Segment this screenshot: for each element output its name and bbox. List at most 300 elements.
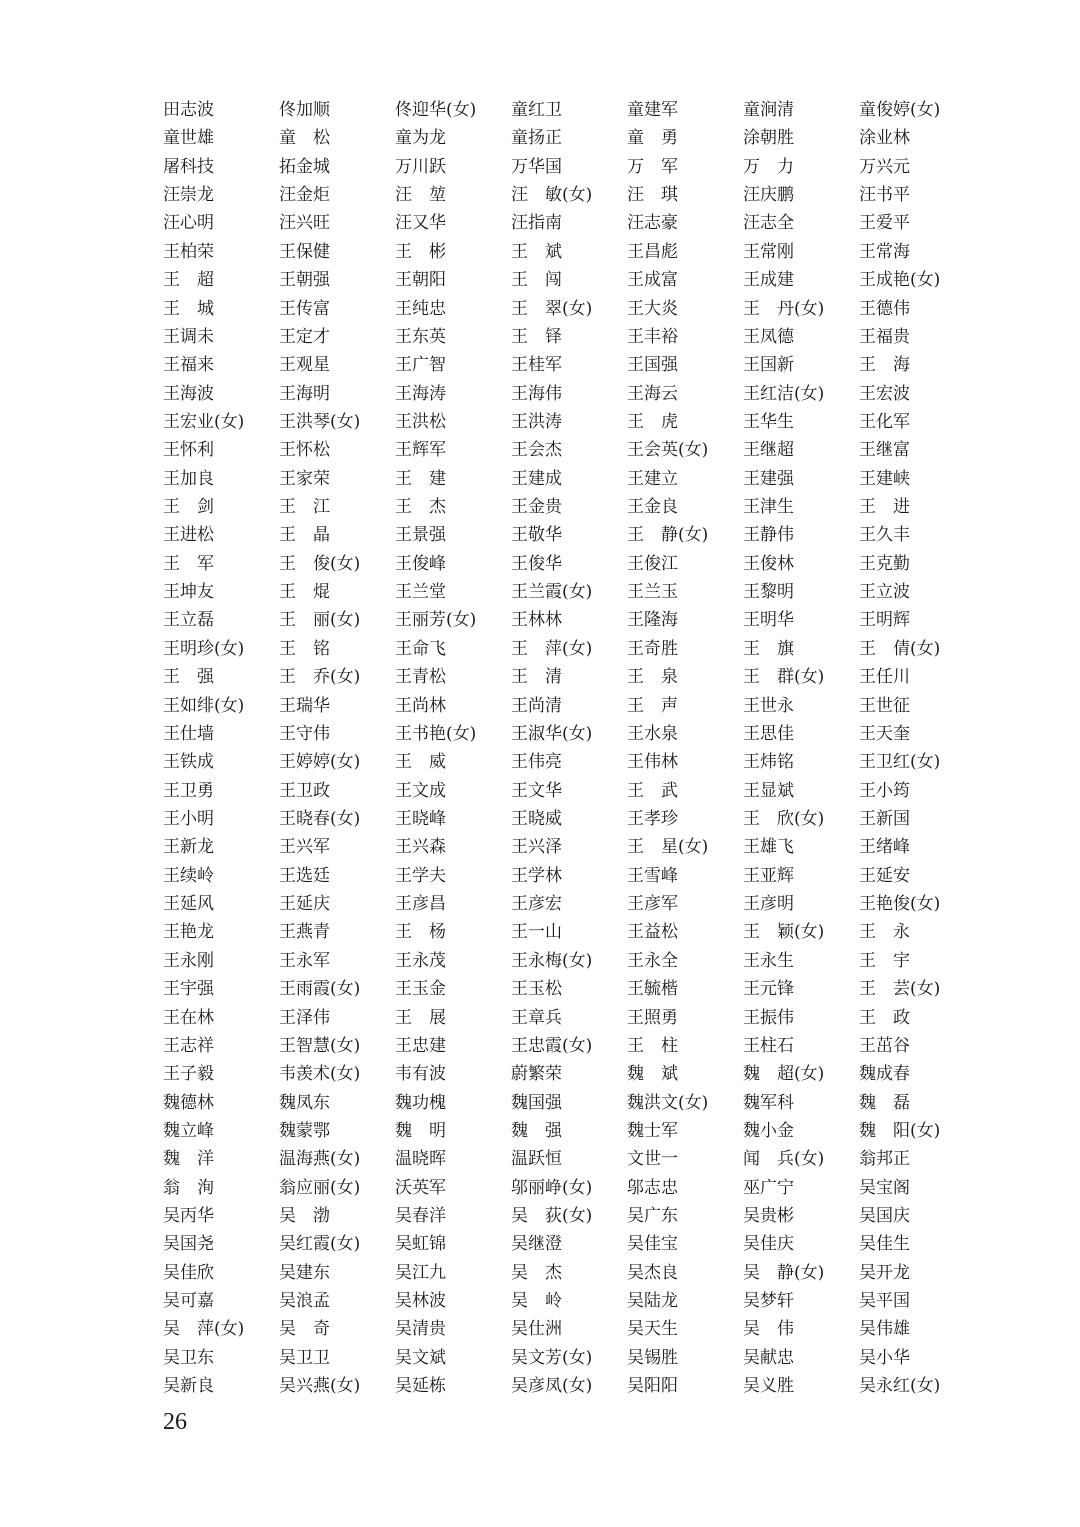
name-entry: 魏成春	[859, 1064, 910, 1085]
name-entry: 翁 洵	[163, 1177, 214, 1198]
name-entry: 王 旗	[743, 638, 794, 659]
name-entry: 王兴森	[395, 837, 446, 858]
name-entry: 吴文斌	[395, 1347, 446, 1368]
name-entry: 王丽芳(女)	[395, 610, 477, 631]
name-entry: 巫广宁	[743, 1177, 794, 1198]
name-entry: 吴彦凤(女)	[511, 1376, 593, 1397]
name-entry: 王明珍(女)	[163, 638, 245, 659]
name-entry: 汪兴旺	[279, 213, 330, 234]
name-entry: 王世征	[859, 695, 910, 716]
name-entry: 吴义胜	[743, 1376, 794, 1397]
name-entry: 童涧清	[743, 100, 794, 120]
name-entry: 魏凤东	[279, 1092, 330, 1113]
name-entry: 王在林	[163, 1007, 214, 1028]
name-entry: 王延风	[163, 894, 214, 915]
name-entry: 王艳俊(女)	[859, 894, 941, 915]
name-entry: 王调未	[163, 326, 214, 347]
name-entry: 王 政	[859, 1007, 910, 1028]
name-entry: 魏洪文(女)	[627, 1092, 709, 1113]
name-entry: 王晓威	[511, 808, 562, 829]
name-entry: 万兴元	[859, 156, 910, 177]
name-entry: 王永梅(女)	[511, 950, 593, 971]
name-entry: 魏德林	[163, 1092, 214, 1113]
name-entry: 王福贵	[859, 326, 910, 347]
name-entry: 王成富	[627, 270, 678, 291]
name-entry: 王仕墙	[163, 723, 214, 744]
name-entry: 吴延栋	[395, 1376, 446, 1397]
name-entry: 王 杰	[395, 497, 446, 518]
name-entry: 吴林波	[395, 1291, 446, 1312]
name-entry: 王明华	[743, 610, 794, 631]
name-entry: 王德伟	[859, 298, 910, 319]
name-entry: 王任川	[859, 667, 910, 688]
name-entry: 童建军	[627, 100, 678, 120]
name-entry: 王传富	[279, 298, 330, 319]
name-entry: 韦有波	[395, 1064, 446, 1085]
name-entry: 汪指南	[511, 213, 562, 234]
name-entry: 温跃恒	[511, 1149, 562, 1170]
name-entry: 王 宇	[859, 950, 910, 971]
name-entry: 吴卫卫	[279, 1347, 330, 1368]
name-entry: 王天奎	[859, 723, 910, 744]
name-entry: 闻 兵(女)	[743, 1149, 825, 1170]
name-entry: 王 强	[163, 667, 214, 688]
name-entry: 王永全	[627, 950, 678, 971]
name-entry: 王世永	[743, 695, 794, 716]
name-entry: 王卫红(女)	[859, 752, 941, 773]
name-entry: 王 威	[395, 752, 446, 773]
name-entry: 王立波	[859, 582, 910, 603]
name-entry: 王思佳	[743, 723, 794, 744]
name-entry: 王续岭	[163, 865, 214, 886]
name-entry: 魏 超(女)	[743, 1064, 825, 1085]
name-entry: 吴清贵	[395, 1319, 446, 1340]
name-entry: 邬志忠	[627, 1177, 678, 1198]
name-entry: 沃英军	[395, 1177, 446, 1198]
name-entry: 王纯忠	[395, 298, 446, 319]
name-entry: 涂业林	[859, 128, 910, 149]
name-entry: 王 城	[163, 298, 214, 319]
name-entry: 田志波	[163, 100, 214, 120]
name-entry: 汪金炬	[279, 185, 330, 206]
name-entry: 王明辉	[859, 610, 910, 631]
name-entry: 王 群(女)	[743, 667, 825, 688]
name-entry: 王怀利	[163, 440, 214, 461]
name-entry: 汪 敏(女)	[511, 185, 593, 206]
name-entry: 王文华	[511, 780, 562, 801]
name-entry: 吴国尧	[163, 1234, 214, 1255]
name-entry: 王建峡	[859, 468, 910, 489]
name-entry: 吴平国	[859, 1291, 910, 1312]
name-entry: 王 虎	[627, 411, 678, 432]
name-entry: 童红卫	[511, 100, 562, 120]
name-entry: 王 泉	[627, 667, 678, 688]
name-entry: 王 静(女)	[627, 525, 709, 546]
name-entry: 王辉军	[395, 440, 446, 461]
name-entry: 王伟亮	[511, 752, 562, 773]
name-entry: 吴开龙	[859, 1262, 910, 1283]
name-entry: 王华生	[743, 411, 794, 432]
name-entry: 汪又华	[395, 213, 446, 234]
name-entry: 吴献忠	[743, 1347, 794, 1368]
name-entry: 吴新良	[163, 1376, 214, 1397]
name-entry: 吴 岭	[511, 1291, 562, 1312]
name-entry: 温海燕(女)	[279, 1149, 361, 1170]
name-entry: 王雪峰	[627, 865, 678, 886]
name-entry: 王 铎	[511, 326, 562, 347]
name-entry: 王 星(女)	[627, 837, 709, 858]
name-entry: 王永军	[279, 950, 330, 971]
name-entry: 王彦昌	[395, 894, 446, 915]
name-entry: 王 展	[395, 1007, 446, 1028]
name-entry: 王丰裕	[627, 326, 678, 347]
name-entry: 王宇强	[163, 979, 214, 1000]
name-entry: 王红洁(女)	[743, 383, 825, 404]
name-entry: 王茁谷	[859, 1035, 910, 1056]
name-entry: 王永刚	[163, 950, 214, 971]
name-entry: 吴虹锦	[395, 1234, 446, 1255]
name-entry: 王金良	[627, 497, 678, 518]
name-entry: 王卫政	[279, 780, 330, 801]
name-entry: 王淑华(女)	[511, 723, 593, 744]
name-entry: 王大炎	[627, 298, 678, 319]
name-entry: 王 军	[163, 553, 214, 574]
name-entry: 王 俊(女)	[279, 553, 361, 574]
name-entry: 王 乔(女)	[279, 667, 361, 688]
name-entry: 魏 阳(女)	[859, 1120, 941, 1141]
name-entry: 王 彬	[395, 241, 446, 262]
name-entry: 王 闯	[511, 270, 562, 291]
name-entry: 王瑞华	[279, 695, 330, 716]
name-entry: 王进松	[163, 525, 214, 546]
name-entry: 屠科技	[163, 156, 214, 177]
name-entry: 王艳龙	[163, 922, 214, 943]
name-entry: 吴永红(女)	[859, 1376, 941, 1397]
name-entry: 王选廷	[279, 865, 330, 886]
name-entry: 王奇胜	[627, 638, 678, 659]
name-entry: 吴陆龙	[627, 1291, 678, 1312]
name-entry: 王海明	[279, 383, 330, 404]
name-entry: 王益松	[627, 922, 678, 943]
name-entry: 吴 萍(女)	[163, 1319, 245, 1340]
name-entry: 王 丹(女)	[743, 298, 825, 319]
name-entry: 吴佳生	[859, 1234, 910, 1255]
name-entry: 王凤德	[743, 326, 794, 347]
name-entry: 王伟林	[627, 752, 678, 773]
name-entry: 王彦明	[743, 894, 794, 915]
name-entry: 王广智	[395, 355, 446, 376]
name-entry: 王海波	[163, 383, 214, 404]
name-entry: 王昌彪	[627, 241, 678, 262]
name-entry: 汪书平	[859, 185, 910, 206]
name-entry: 魏 强	[511, 1120, 562, 1141]
name-entry: 汪庆鹏	[743, 185, 794, 206]
name-entry: 王宏业(女)	[163, 411, 245, 432]
name-entry: 王新国	[859, 808, 910, 829]
name-entry: 王福来	[163, 355, 214, 376]
name-entry: 万 力	[743, 156, 794, 177]
name-entry: 王立磊	[163, 610, 214, 631]
name-entry: 魏军科	[743, 1092, 794, 1113]
name-entry: 吴建东	[279, 1262, 330, 1283]
name-entry: 王津生	[743, 497, 794, 518]
name-entry: 吴春洋	[395, 1206, 446, 1227]
name-entry: 魏立峰	[163, 1120, 214, 1141]
name-entry: 王雄飞	[743, 837, 794, 858]
name-entry: 王振伟	[743, 1007, 794, 1028]
name-entry: 王金贵	[511, 497, 562, 518]
name-entry: 王爱平	[859, 213, 910, 234]
name-entry: 佟加顺	[279, 100, 330, 120]
name-entry: 王洪松	[395, 411, 446, 432]
name-entry: 魏 洋	[163, 1149, 214, 1170]
name-entry: 王晓峰	[395, 808, 446, 829]
name-entry: 童 松	[279, 128, 330, 149]
name-entry: 王 翠(女)	[511, 298, 593, 319]
name-entry: 吴继澄	[511, 1234, 562, 1255]
name-entry: 王学夫	[395, 865, 446, 886]
name-entry: 王兴泽	[511, 837, 562, 858]
name-entry: 吴丙华	[163, 1206, 214, 1227]
name-entry: 王 倩(女)	[859, 638, 941, 659]
name-entry: 王 杨	[395, 922, 446, 943]
name-entry: 王朝强	[279, 270, 330, 291]
name-entry: 万川跃	[395, 156, 446, 177]
name-entry: 王新龙	[163, 837, 214, 858]
name-list	[163, 96, 983, 1401]
name-entry: 童扬正	[511, 128, 562, 149]
name-entry: 汪心明	[163, 213, 214, 234]
name-entry: 吴佳宝	[627, 1234, 678, 1255]
name-entry: 王柏荣	[163, 241, 214, 262]
name-entry: 王章兵	[511, 1007, 562, 1028]
name-entry: 王建成	[511, 468, 562, 489]
name-entry: 王照勇	[627, 1007, 678, 1028]
name-entry: 汪 琪	[627, 185, 678, 206]
name-entry: 王常海	[859, 241, 910, 262]
name-entry: 王兰霞(女)	[511, 582, 593, 603]
name-entry: 王学林	[511, 865, 562, 886]
name-entry: 王铁成	[163, 752, 214, 773]
name-entry: 王继超	[743, 440, 794, 461]
name-entry: 吴阳阳	[627, 1376, 678, 1397]
name-entry: 王 颖(女)	[743, 922, 825, 943]
name-entry: 王柱石	[743, 1035, 794, 1056]
name-entry: 吴杰良	[627, 1262, 678, 1283]
name-entry: 王永茂	[395, 950, 446, 971]
name-entry: 吴宝阁	[859, 1177, 910, 1198]
name-entry: 王俊江	[627, 553, 678, 574]
name-entry: 王林林	[511, 610, 562, 631]
name-entry: 王志祥	[163, 1035, 214, 1056]
name-entry: 王保健	[279, 241, 330, 262]
name-entry: 王显斌	[743, 780, 794, 801]
name-entry: 王建强	[743, 468, 794, 489]
name-entry: 王小筠	[859, 780, 910, 801]
name-entry: 王 芸(女)	[859, 979, 941, 1000]
name-entry: 王 武	[627, 780, 678, 801]
name-entry: 王东英	[395, 326, 446, 347]
name-entry: 吴佳庆	[743, 1234, 794, 1255]
name-entry: 吴浪孟	[279, 1291, 330, 1312]
name-entry: 王 焜	[279, 582, 330, 603]
name-entry: 王书艳(女)	[395, 723, 477, 744]
name-entry: 王 晶	[279, 525, 330, 546]
name-entry: 王景强	[395, 525, 446, 546]
name-entry: 王俊华	[511, 553, 562, 574]
name-entry: 王 清	[511, 667, 562, 688]
name-entry: 王怀松	[279, 440, 330, 461]
name-entry: 王泽伟	[279, 1007, 330, 1028]
name-entry: 吴文芳(女)	[511, 1347, 593, 1368]
name-entry: 王毓楷	[627, 979, 678, 1000]
name-entry: 王家荣	[279, 468, 330, 489]
name-entry: 王宏波	[859, 383, 910, 404]
name-entry: 拓金城	[279, 156, 330, 177]
name-entry: 王绪峰	[859, 837, 910, 858]
name-entry: 魏 磊	[859, 1092, 910, 1113]
name-entry: 吴广东	[627, 1206, 678, 1227]
name-entry: 王忠霞(女)	[511, 1035, 593, 1056]
name-entry: 王成艳(女)	[859, 270, 941, 291]
name-entry: 王 超	[163, 270, 214, 291]
name-entry: 王尚林	[395, 695, 446, 716]
name-entry: 王命飞	[395, 638, 446, 659]
name-entry: 王兰堂	[395, 582, 446, 603]
name-entry: 涂朝胜	[743, 128, 794, 149]
name-entry: 王智慧(女)	[279, 1035, 361, 1056]
name-entry: 吴可嘉	[163, 1291, 214, 1312]
name-entry: 蔚繁荣	[511, 1064, 562, 1085]
name-entry: 王 欣(女)	[743, 808, 825, 829]
name-entry: 王黎明	[743, 582, 794, 603]
name-entry: 王国强	[627, 355, 678, 376]
name-entry: 王卫勇	[163, 780, 214, 801]
name-entry: 王加良	[163, 468, 214, 489]
name-entry: 王久丰	[859, 525, 910, 546]
name-entry: 佟迎华(女)	[395, 100, 477, 120]
name-entry: 王俊林	[743, 553, 794, 574]
name-entry: 魏 明	[395, 1120, 446, 1141]
name-entry: 王克勤	[859, 553, 910, 574]
name-entry: 魏蒙鄂	[279, 1120, 330, 1141]
name-entry: 王 剑	[163, 497, 214, 518]
name-entry: 王 萍(女)	[511, 638, 593, 659]
name-entry: 王青松	[395, 667, 446, 688]
name-entry: 王海涛	[395, 383, 446, 404]
name-entry: 王一山	[511, 922, 562, 943]
name-entry: 吴红霞(女)	[279, 1234, 361, 1255]
name-entry: 王洪琴(女)	[279, 411, 361, 432]
name-entry: 王观星	[279, 355, 330, 376]
name-entry: 王忠建	[395, 1035, 446, 1056]
name-entry: 王 丽(女)	[279, 610, 361, 631]
name-entry: 万 军	[627, 156, 678, 177]
name-entry: 王敬华	[511, 525, 562, 546]
name-entry: 王 柱	[627, 1035, 678, 1056]
name-entry: 王静伟	[743, 525, 794, 546]
name-entry: 吴佳欣	[163, 1262, 214, 1283]
name-entry: 王会杰	[511, 440, 562, 461]
name-entry: 王元锋	[743, 979, 794, 1000]
name-entry: 韦羡术(女)	[279, 1064, 361, 1085]
name-entry: 王孝珍	[627, 808, 678, 829]
name-entry: 吴兴燕(女)	[279, 1376, 361, 1397]
name-entry: 王彦宏	[511, 894, 562, 915]
name-entry: 汪志豪	[627, 213, 678, 234]
name-entry: 王彦军	[627, 894, 678, 915]
name-entry: 王 铭	[279, 638, 330, 659]
name-entry: 吴 奇	[279, 1319, 330, 1340]
name-entry: 王 声	[627, 695, 678, 716]
name-entry: 翁应丽(女)	[279, 1177, 361, 1198]
name-entry: 王玉松	[511, 979, 562, 1000]
name-entry: 王海云	[627, 383, 678, 404]
name-entry: 吴江九	[395, 1262, 446, 1283]
name-entry: 王国新	[743, 355, 794, 376]
name-entry: 吴贵彬	[743, 1206, 794, 1227]
name-entry: 吴梦轩	[743, 1291, 794, 1312]
name-entry: 吴 伟	[743, 1319, 794, 1340]
name-entry: 王子毅	[163, 1064, 214, 1085]
name-entry: 王海伟	[511, 383, 562, 404]
name-entry: 王婷婷(女)	[279, 752, 361, 773]
name-entry: 王晓春(女)	[279, 808, 361, 829]
name-entry: 王兴军	[279, 837, 330, 858]
name-entry: 王如绯(女)	[163, 695, 245, 716]
name-entry: 王尚清	[511, 695, 562, 716]
name-entry: 王兰玉	[627, 582, 678, 603]
name-entry: 王 进	[859, 497, 910, 518]
name-entry: 王 斌	[511, 241, 562, 262]
name-entry: 吴卫东	[163, 1347, 214, 1368]
name-entry: 汪志全	[743, 213, 794, 234]
name-entry: 王雨霞(女)	[279, 979, 361, 1000]
name-entry: 童俊婷(女)	[859, 100, 941, 120]
name-entry: 童世雄	[163, 128, 214, 149]
name-entry: 王亚辉	[743, 865, 794, 886]
name-entry: 王朝阳	[395, 270, 446, 291]
name-entry: 吴锡胜	[627, 1347, 678, 1368]
name-entry: 吴天生	[627, 1319, 678, 1340]
name-entry: 王俊峰	[395, 553, 446, 574]
name-entry: 魏士军	[627, 1120, 678, 1141]
name-entry: 王会英(女)	[627, 440, 709, 461]
name-entry: 王文成	[395, 780, 446, 801]
name-entry: 王炜铭	[743, 752, 794, 773]
name-entry: 王水泉	[627, 723, 678, 744]
name-entry: 王燕青	[279, 922, 330, 943]
name-entry: 王 永	[859, 922, 910, 943]
name-entry: 王玉金	[395, 979, 446, 1000]
name-entry: 魏小金	[743, 1120, 794, 1141]
name-entry: 汪崇龙	[163, 185, 214, 206]
name-entry: 王守伟	[279, 723, 330, 744]
name-entry: 王继富	[859, 440, 910, 461]
name-entry: 吴仕洲	[511, 1319, 562, 1340]
page-number: 26	[163, 1409, 187, 1435]
name-entry: 王延庆	[279, 894, 330, 915]
name-entry: 魏 斌	[627, 1064, 678, 1085]
name-entry: 童 勇	[627, 128, 678, 149]
name-entry: 王洪涛	[511, 411, 562, 432]
name-entry: 王常刚	[743, 241, 794, 262]
name-entry: 万华国	[511, 156, 562, 177]
name-entry: 吴小华	[859, 1347, 910, 1368]
name-entry: 魏功槐	[395, 1092, 446, 1113]
name-entry: 吴伟雄	[859, 1319, 910, 1340]
name-entry: 王建立	[627, 468, 678, 489]
